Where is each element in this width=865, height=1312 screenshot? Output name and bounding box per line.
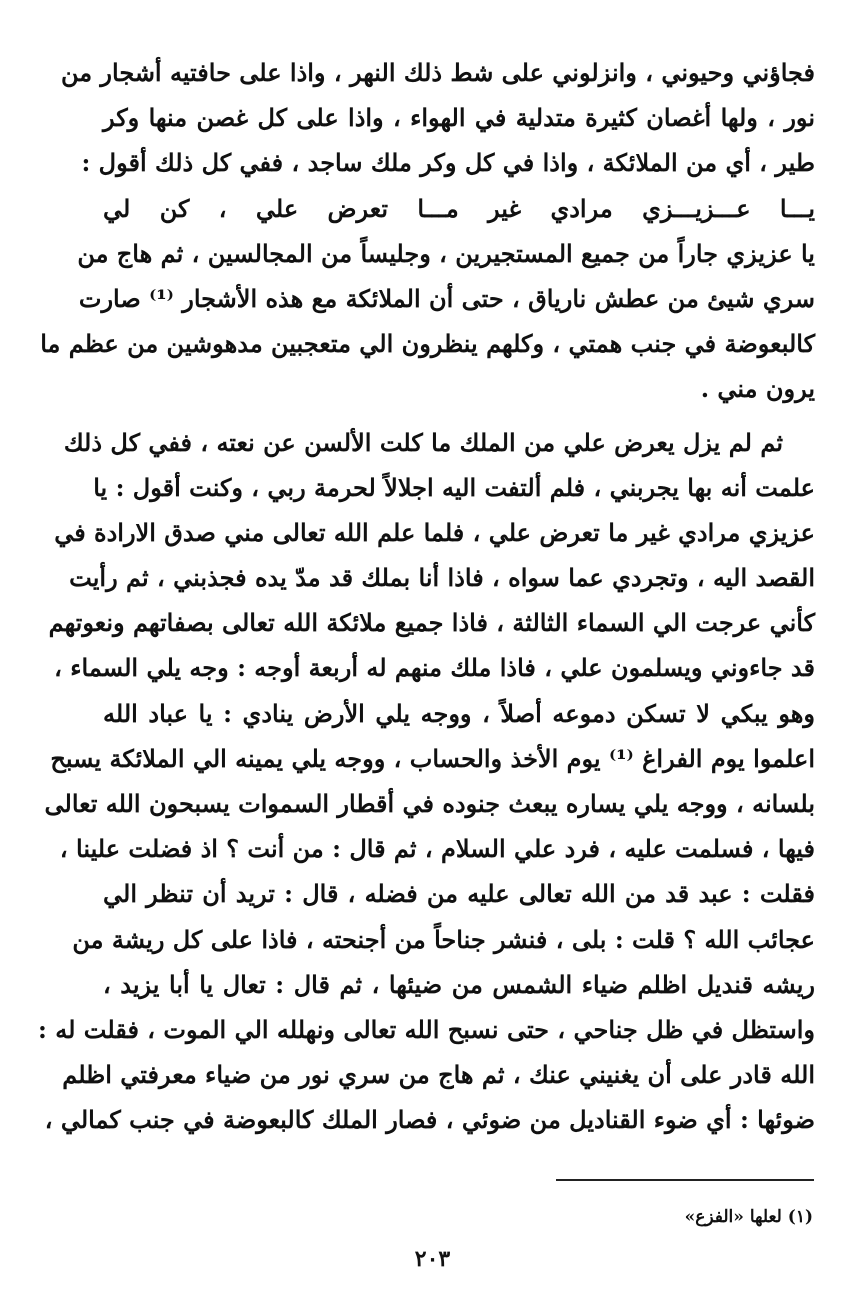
text-line: الله قادر على أن يغنيني عنك ، ثم هاج من سري نور من ضياء معرفتي اظلم (62, 1060, 815, 1090)
verse-line: يـــا عـــزيـــزي مرادي غير مـــا تعرض علي ، كن لي (103, 193, 815, 223)
text-line: نور ، ولها أغصان كثيرة متدلية في الهواء ، واذا على كل غصن منها وكر (103, 103, 815, 133)
text-line: عزيزي مرادي غير ما تعرض علي ، فلما علم الله تعالى مني صدق الارادة في (54, 517, 815, 547)
text-line: فجاؤني وحيوني ، وانزلوني على شط ذلك النهر ، واذا على حافتيه أشجار من (60, 58, 815, 87)
text-line: سري شيئ من عطش نارياق ، حتى أن الملائكة مع هذه الأشجار ⁽¹⁾ صارت (78, 283, 815, 313)
page-number: ٢٠٣ (414, 1246, 451, 1272)
text-line: فقلت : عبد قد من الله تعالى عليه من فضله ، قال : تريد أن تنظر الي (103, 879, 815, 909)
text-line: القصد اليه ، وتجردي عما سواه ، فاذا أنا بملك قد مدّ يده فجذبني ، ثم رأيت (69, 563, 815, 593)
main-text (38, 50, 815, 1143)
paragraph-gap (103, 412, 815, 420)
text-line: ريشه قنديل اظلم ضياء الشمس من ضيئها ، ثم قال : تعال يا أبا يزيد ، (103, 969, 815, 999)
text-line: بلسانه ، ووجه يلي يساره يبعث جنوده في أقطار السموات يسبحون الله تعالى (44, 789, 815, 818)
text-line: كأني عرجت الي السماء الثالثة ، فاذا جميع ملائكة الله تعالى بصفاتهم ونعوتهم (48, 608, 815, 638)
text-line: ثم لم يزل يعرض علي من الملك ما كلت الألسن عن نعته ، ففي كل ذلك (63, 427, 783, 457)
text-line: يا عزيزي جاراً من جميع المستجيرين ، وجليساً من المجالسين ، ثم هاج من (77, 238, 815, 268)
text-line: اعلموا يوم الفراغ ⁽¹⁾ يوم الأخذ والحساب ، ووجه يلي يمينه الي الملائكة يسبح (50, 743, 815, 773)
text-line: واستظل في ظل جناحي ، حتى نسبح الله تعالى ونهلله الي الموت ، فقلت له : (38, 1014, 815, 1044)
text-line: طير ، أي من الملائكة ، واذا في كل وكر ملك ساجد ، ففي كل ذلك أقول : (81, 148, 815, 178)
text-line: كالبعوضة في جنب همتي ، وكلهم ينظرون الي متعجبين مدهوشين من عظم ما (40, 329, 815, 359)
text-line: ضوئها : أي ضوء القناديل من ضوئي ، فصار الملك كالبعوضة في جنب كمالي ، (44, 1105, 815, 1135)
text-line: علمت أنه بها يجربني ، فلم ألتفت اليه اجلالاً لحرمة ربي ، وكنت أقول : يا (93, 472, 815, 502)
text-line: عجائب الله ؟ قلت : بلى ، فنشر جناحاً من أجنحته ، فاذا على كل ريشة من (72, 924, 815, 954)
text-line: وهو يبكي لا تسكن دموعه أصلاً ، ووجه يلي الأرض ينادي : يا عباد الله (103, 698, 815, 728)
text-line: يرون مني . (700, 374, 815, 404)
text-line: فيها ، فسلمت عليه ، فرد علي السلام ، ثم قال : من أنت ؟ اذ فضلت علينا ، (59, 834, 815, 864)
text-line: قد جاءوني ويسلمون علي ، فاذا ملك منهم له أربعة أوجه : وجه يلي السماء ، (54, 653, 815, 683)
footnote-separator (556, 1179, 814, 1181)
footnote: (١) لعلها «الفزع» (684, 1207, 813, 1227)
